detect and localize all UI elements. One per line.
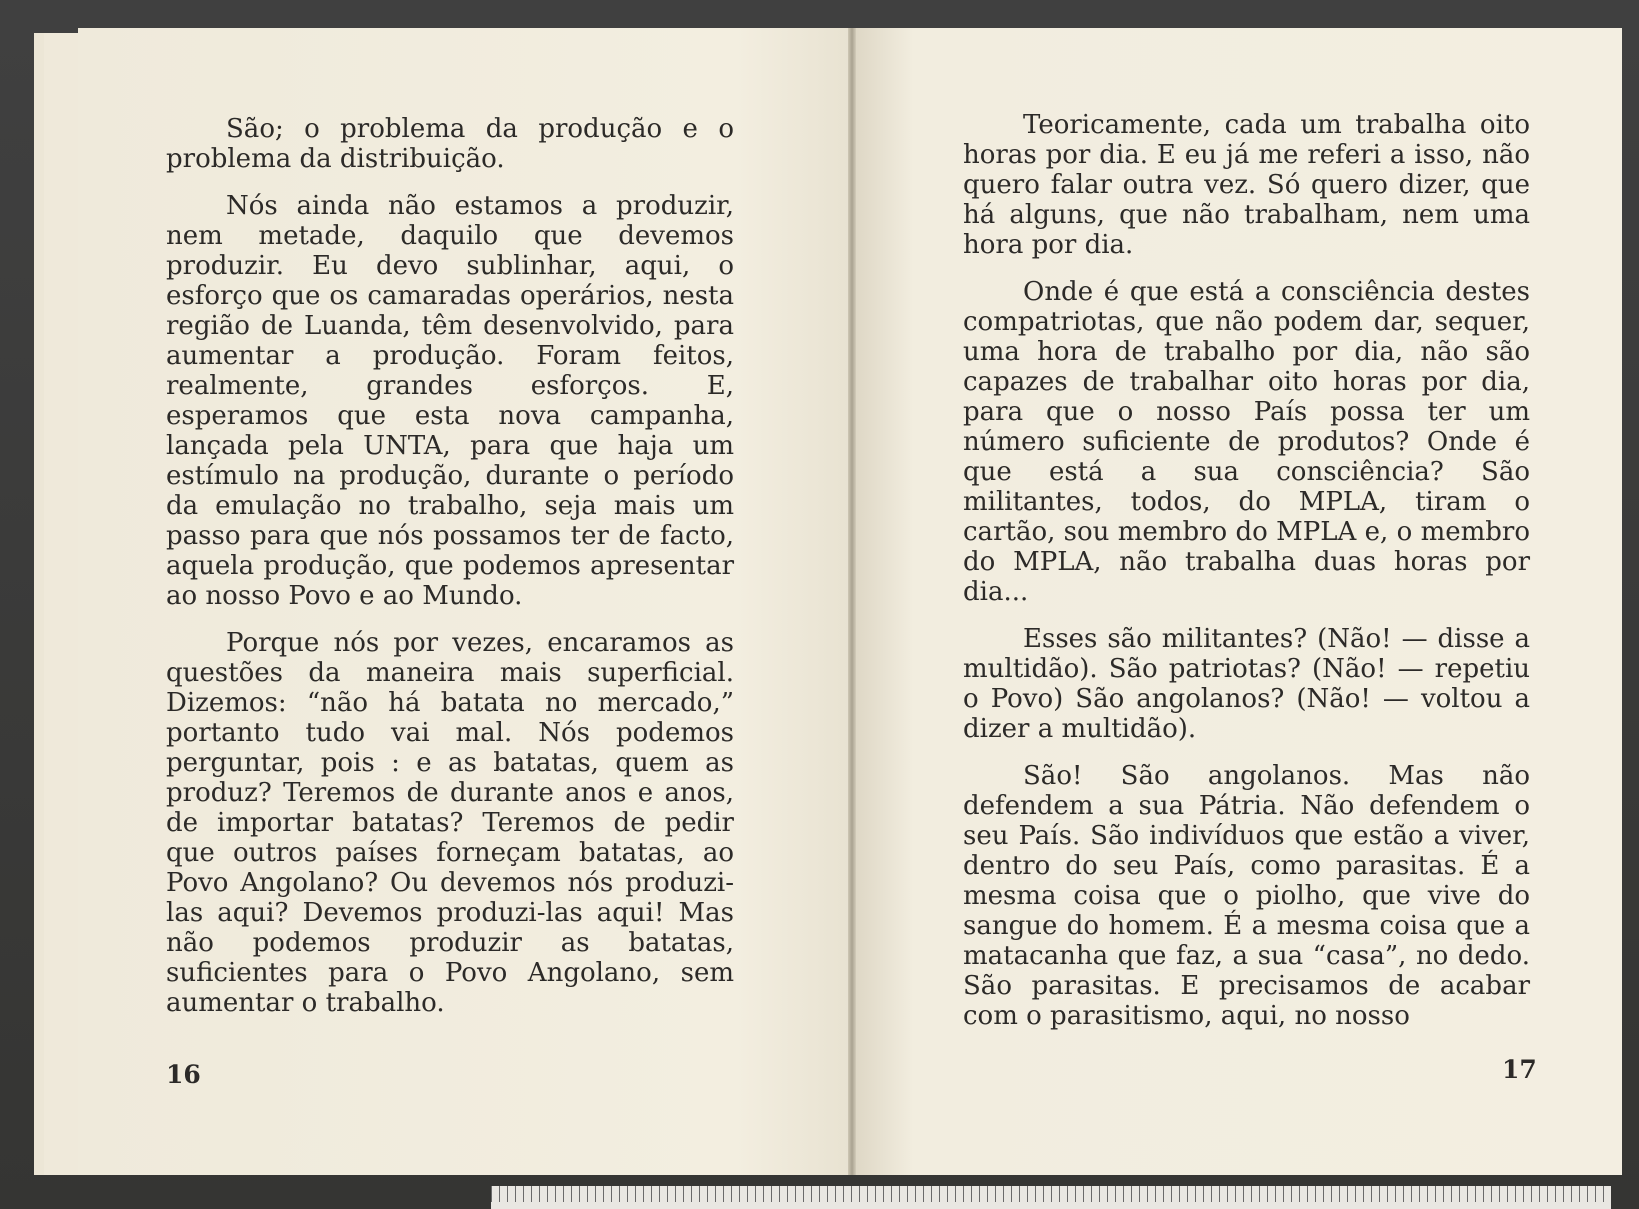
left-page-number: 16 (166, 1060, 201, 1089)
right-paragraph: Onde é que está a consciência destes compatriotas, que não podem dar, sequer, uma hora de trabalho por dia, não são capazes de trabalhar oito horas por dia, para que o nosso País possa ter um número suficiente de produtos? Onde é que está a sua consciência? São militantes, todos, do MPLA, tiram o cartão, sou membro do MPLA e, o membro do MPLA, não trabalha duas horas por dia... (963, 277, 1530, 607)
left-paragraph: Porque nós por vezes, encaramos as questões da maneira mais superficial. Dizemos: “não há batata no mercado,” portanto tudo vai mal. Nós podemos perguntar, pois : e as batatas, quem as produz? Teremos de durante anos e anos, de importar batatas? Teremos de pedir que outros países forneçam batatas, ao Povo Angolano? Ou devemos nós produzi-las aqui? Devemos produzi-las aqui! Mas não podemos produzir as batatas, suficientes para o Povo Angolano, sem aumentar o trabalho. (166, 628, 734, 1018)
right-page-number: 17 (1502, 1055, 1537, 1084)
right-paragraph: São! São angolanos. Mas não defendem a sua Pátria. Não defendem o seu País. São indivíduos que estão a viver, dentro do seu País, como parasitas. É a mesma coisa que o piolho, que vive do sangue do homem. É a mesma coisa que a matacanha que faz, a sua “casa”, no dedo. São parasitas. E precisamos de acabar com o parasitismo, aqui, no nosso (963, 761, 1530, 1031)
left-paragraph: São; o problema da produção e o problema da distribuição. (166, 114, 734, 174)
right-page-text (963, 110, 1530, 1048)
left-page-text (166, 114, 734, 1035)
book-gutter (848, 28, 856, 1175)
ruler-ticks (491, 1186, 1611, 1202)
scale-ruler (491, 1186, 1611, 1209)
left-paragraph: Nós ainda não estamos a produzir, nem metade, daquilo que devemos produzir. Eu devo sublinhar, aqui, o esforço que os camaradas operários, nesta região de Luanda, têm desenvolvido, para aumentar a produção. Foram feitos, realmente, grandes esforços. E, esperamos que esta nova campanha, lançada pela UNTA, para que haja um estímulo na produção, durante o período da emulação no trabalho, seja mais um passo para que nós possamos ter de facto, aquela produção, que podemos apresentar ao nosso Povo e ao Mundo. (166, 191, 734, 611)
right-paragraph: Esses são militantes? (Não! — disse a multidão). São patriotas? (Não! — repetiu o Povo) São angolanos? (Não! — voltou a dizer a multidão). (963, 624, 1530, 744)
right-paragraph: Teoricamente, cada um trabalha oito horas por dia. E eu já me referi a isso, não quero falar outra vez. Só quero dizer, que há alguns, que não trabalham, nem uma hora por dia. (963, 110, 1530, 260)
